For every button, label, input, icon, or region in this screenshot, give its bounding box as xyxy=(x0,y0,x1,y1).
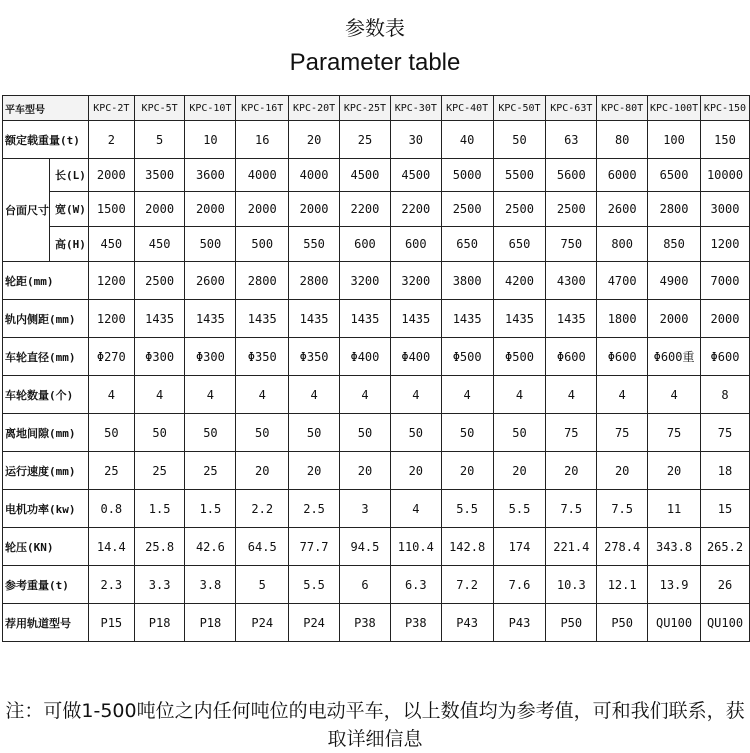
table-size-height-cell: 1200 xyxy=(701,227,750,262)
param-row-cell: 75 xyxy=(701,414,750,452)
param-row-cell: 110.4 xyxy=(390,528,441,566)
table-size-width-cell: 2500 xyxy=(493,192,546,227)
param-row-cell: Φ600 xyxy=(597,338,648,376)
param-row-cell: 1435 xyxy=(493,300,546,338)
param-row-cell: 0.8 xyxy=(88,490,134,528)
table-size-width-cell: 2000 xyxy=(185,192,236,227)
table-size-height-cell: 450 xyxy=(134,227,185,262)
rated-load-cell: 100 xyxy=(648,121,701,159)
table-size-height-cell: 600 xyxy=(340,227,391,262)
param-row-cell: 1200 xyxy=(88,300,134,338)
table-size-width-cell: 3000 xyxy=(701,192,750,227)
param-row-cell: 221.4 xyxy=(546,528,597,566)
param-row-cell: 3200 xyxy=(390,262,441,300)
param-row-cell: 4700 xyxy=(597,262,648,300)
param-row-cell: 8 xyxy=(701,376,750,414)
table-row xyxy=(3,490,750,528)
table-size-length-cell: 3500 xyxy=(134,159,185,192)
row-label: 离地间隙(mm) xyxy=(3,414,89,452)
param-row-cell: 13.9 xyxy=(648,566,701,604)
param-row-cell: 1200 xyxy=(88,262,134,300)
param-row-cell: 20 xyxy=(289,452,340,490)
table-size-height-cell: 500 xyxy=(185,227,236,262)
param-row-cell: 20 xyxy=(340,452,391,490)
param-row-cell: 50 xyxy=(185,414,236,452)
param-row-cell: Φ400 xyxy=(340,338,391,376)
table-size-height-cell: 550 xyxy=(289,227,340,262)
param-row-cell: 64.5 xyxy=(236,528,289,566)
table-size-length-cell: 4500 xyxy=(390,159,441,192)
param-row-cell: 50 xyxy=(134,414,185,452)
param-row-cell: 1800 xyxy=(597,300,648,338)
model-header-cell: KPC-150 xyxy=(701,96,750,121)
param-row-cell: 5 xyxy=(236,566,289,604)
param-row-cell: 20 xyxy=(441,452,493,490)
table-row xyxy=(3,414,750,452)
param-row-cell: 50 xyxy=(390,414,441,452)
param-row-cell: 7.6 xyxy=(493,566,546,604)
param-row-cell: 11 xyxy=(648,490,701,528)
param-row-cell: 77.7 xyxy=(289,528,340,566)
row-label: 轨内侧距(mm) xyxy=(3,300,89,338)
param-row-cell: 7000 xyxy=(701,262,750,300)
param-row-cell: 7.5 xyxy=(546,490,597,528)
param-row-cell: 20 xyxy=(236,452,289,490)
table-size-length-cell: 5600 xyxy=(546,159,597,192)
table-row xyxy=(3,227,750,262)
param-row-cell: 1.5 xyxy=(134,490,185,528)
rated-load-cell: 25 xyxy=(340,121,391,159)
param-row-cell: 4 xyxy=(340,376,391,414)
param-row-cell: Φ600 xyxy=(546,338,597,376)
param-row-cell: 4 xyxy=(236,376,289,414)
rated-load-cell: 2 xyxy=(88,121,134,159)
param-row-cell: 6 xyxy=(340,566,391,604)
param-row-cell: P38 xyxy=(390,604,441,642)
param-row-cell: 1435 xyxy=(340,300,391,338)
param-row-cell: P24 xyxy=(289,604,340,642)
table-size-length-cell: 5000 xyxy=(441,159,493,192)
param-row-cell: 1435 xyxy=(441,300,493,338)
footnote: 注：可做1-500吨位之内任何吨位的电动平车，以上数值均为参考值，可和我们联系，获取详细信息 xyxy=(5,700,745,750)
param-row-cell: 20 xyxy=(597,452,648,490)
param-row-cell: P15 xyxy=(88,604,134,642)
param-row-cell: 2800 xyxy=(236,262,289,300)
param-row-cell: 4 xyxy=(597,376,648,414)
rated-load-cell: 150 xyxy=(701,121,750,159)
row-label: 车轮直径(mm) xyxy=(3,338,89,376)
table-row xyxy=(3,192,750,227)
param-row-cell: 42.6 xyxy=(185,528,236,566)
model-header-cell: KPC-20T xyxy=(289,96,340,121)
table-row xyxy=(3,300,750,338)
table-row xyxy=(3,528,750,566)
row-label: 运行速度(mm) xyxy=(3,452,89,490)
param-row-cell: 2000 xyxy=(648,300,701,338)
param-row-cell: 25.8 xyxy=(134,528,185,566)
param-row-cell: P43 xyxy=(441,604,493,642)
param-row-cell: 3.3 xyxy=(134,566,185,604)
param-row-cell: 4 xyxy=(546,376,597,414)
param-row-cell: 50 xyxy=(441,414,493,452)
param-row-cell: Φ300 xyxy=(134,338,185,376)
model-header-cell: KPC-16T xyxy=(236,96,289,121)
table-size-length-cell: 2000 xyxy=(88,159,134,192)
table-row xyxy=(3,262,750,300)
rated-load-cell: 20 xyxy=(289,121,340,159)
param-row-cell: 3800 xyxy=(441,262,493,300)
param-row-cell: 4200 xyxy=(493,262,546,300)
rated-load-cell: 80 xyxy=(597,121,648,159)
table-size-width-cell: 2000 xyxy=(236,192,289,227)
table-row xyxy=(3,338,750,376)
param-row-cell: 20 xyxy=(390,452,441,490)
table-row xyxy=(3,566,750,604)
param-row-cell: 4 xyxy=(390,376,441,414)
param-row-cell: 4 xyxy=(493,376,546,414)
param-row-cell: 2600 xyxy=(185,262,236,300)
param-row-cell: 142.8 xyxy=(441,528,493,566)
model-header-cell: KPC-63T xyxy=(546,96,597,121)
table-size-length-cell: 4000 xyxy=(236,159,289,192)
param-row-cell: 2800 xyxy=(289,262,340,300)
param-row-cell: 4 xyxy=(648,376,701,414)
row-label-rated-load: 额定载重量(t) xyxy=(3,121,89,159)
param-row-cell: Φ270 xyxy=(88,338,134,376)
param-row-cell: 10.3 xyxy=(546,566,597,604)
param-row-cell: P38 xyxy=(340,604,391,642)
table-row xyxy=(3,452,750,490)
param-row-cell: Φ350 xyxy=(289,338,340,376)
row-label: 轮距(mm) xyxy=(3,262,89,300)
rated-load-cell: 5 xyxy=(134,121,185,159)
param-row-cell: QU100 xyxy=(701,604,750,642)
param-row-cell: 4900 xyxy=(648,262,701,300)
rated-load-cell: 40 xyxy=(441,121,493,159)
param-row-cell: 1435 xyxy=(546,300,597,338)
param-row-cell: P24 xyxy=(236,604,289,642)
table-size-height-cell: 800 xyxy=(597,227,648,262)
table-size-height-cell: 750 xyxy=(546,227,597,262)
param-row-cell: 3200 xyxy=(340,262,391,300)
row-label: 参考重量(t) xyxy=(3,566,89,604)
param-row-cell: 14.4 xyxy=(88,528,134,566)
table-size-length-cell: 6500 xyxy=(648,159,701,192)
table-size-length-cell: 4500 xyxy=(340,159,391,192)
param-row-cell: 1.5 xyxy=(185,490,236,528)
param-row-cell: 50 xyxy=(236,414,289,452)
table-row xyxy=(3,159,750,192)
table-row xyxy=(3,96,750,121)
param-row-cell: 75 xyxy=(597,414,648,452)
rated-load-cell: 63 xyxy=(546,121,597,159)
param-row-cell: Φ400 xyxy=(390,338,441,376)
model-header-cell: KPC-80T xyxy=(597,96,648,121)
param-row-cell: Φ500 xyxy=(441,338,493,376)
table-size-width-cell: 2500 xyxy=(546,192,597,227)
param-row-cell: 5.5 xyxy=(441,490,493,528)
param-row-cell: Φ600重 xyxy=(648,338,701,376)
param-row-cell: 5.5 xyxy=(289,566,340,604)
model-header-cell: KPC-100T xyxy=(648,96,701,121)
param-row-cell: 50 xyxy=(289,414,340,452)
table-size-width-cell: 2800 xyxy=(648,192,701,227)
param-row-cell: 2.2 xyxy=(236,490,289,528)
title-english: Parameter table xyxy=(289,49,461,76)
header-label: 平车型号 xyxy=(3,96,89,121)
param-row-cell: 1435 xyxy=(236,300,289,338)
param-row-cell: 6.3 xyxy=(390,566,441,604)
param-row-cell: 2.3 xyxy=(88,566,134,604)
param-row-cell: 4 xyxy=(134,376,185,414)
param-row-cell: 3 xyxy=(340,490,391,528)
table-size-width-cell: 2200 xyxy=(390,192,441,227)
param-row-cell: 25 xyxy=(88,452,134,490)
param-row-cell: 12.1 xyxy=(597,566,648,604)
rated-load-cell: 16 xyxy=(236,121,289,159)
param-row-cell: 18 xyxy=(701,452,750,490)
table-size-height-cell: 650 xyxy=(493,227,546,262)
sub-label-length: 长(L) xyxy=(50,159,89,192)
param-row-cell: P43 xyxy=(493,604,546,642)
table-size-width-cell: 2000 xyxy=(134,192,185,227)
param-row-cell: 4 xyxy=(390,490,441,528)
param-row-cell: 50 xyxy=(340,414,391,452)
param-row-cell: 75 xyxy=(648,414,701,452)
model-header-cell: KPC-2T xyxy=(88,96,134,121)
param-row-cell: 7.5 xyxy=(597,490,648,528)
param-row-cell: 4 xyxy=(441,376,493,414)
param-row-cell: 2.5 xyxy=(289,490,340,528)
sub-label-width: 宽(W) xyxy=(50,192,89,227)
parameter-table xyxy=(2,95,750,642)
param-row-cell: 20 xyxy=(648,452,701,490)
table-size-length-cell: 4000 xyxy=(289,159,340,192)
param-row-cell: 15 xyxy=(701,490,750,528)
row-label: 车轮数量(个) xyxy=(3,376,89,414)
table-row xyxy=(3,604,750,642)
model-header-cell: KPC-30T xyxy=(390,96,441,121)
param-row-cell: 50 xyxy=(493,414,546,452)
row-label-table-size: 台面尺寸 xyxy=(3,159,50,262)
param-row-cell: 20 xyxy=(493,452,546,490)
param-row-cell: 2500 xyxy=(134,262,185,300)
rated-load-cell: 50 xyxy=(493,121,546,159)
table-size-length-cell: 6000 xyxy=(597,159,648,192)
param-row-cell: 7.2 xyxy=(441,566,493,604)
param-row-cell: 5.5 xyxy=(493,490,546,528)
param-row-cell: 25 xyxy=(185,452,236,490)
param-row-cell: 20 xyxy=(546,452,597,490)
param-row-cell: 25 xyxy=(134,452,185,490)
param-row-cell: Φ350 xyxy=(236,338,289,376)
table-size-height-cell: 500 xyxy=(236,227,289,262)
param-row-cell: P50 xyxy=(597,604,648,642)
sub-label-height: 高(H) xyxy=(50,227,89,262)
model-header-cell: KPC-5T xyxy=(134,96,185,121)
param-row-cell: 4 xyxy=(289,376,340,414)
model-header-cell: KPC-50T xyxy=(493,96,546,121)
table-size-width-cell: 2500 xyxy=(441,192,493,227)
param-row-cell: 75 xyxy=(546,414,597,452)
model-header-cell: KPC-10T xyxy=(185,96,236,121)
param-row-cell: 1435 xyxy=(185,300,236,338)
table-size-length-cell: 5500 xyxy=(493,159,546,192)
table-size-height-cell: 600 xyxy=(390,227,441,262)
param-row-cell: 174 xyxy=(493,528,546,566)
table-size-width-cell: 2200 xyxy=(340,192,391,227)
table-size-length-cell: 10000 xyxy=(701,159,750,192)
param-row-cell: 1435 xyxy=(390,300,441,338)
model-header-cell: KPC-25T xyxy=(340,96,391,121)
row-label: 轮压(KN) xyxy=(3,528,89,566)
model-header-cell: KPC-40T xyxy=(441,96,493,121)
param-row-cell: 1435 xyxy=(289,300,340,338)
row-label: 荐用轨道型号 xyxy=(3,604,89,642)
param-row-cell: 4 xyxy=(185,376,236,414)
rated-load-cell: 30 xyxy=(390,121,441,159)
table-size-width-cell: 2000 xyxy=(289,192,340,227)
param-row-cell: 265.2 xyxy=(701,528,750,566)
param-row-cell: QU100 xyxy=(648,604,701,642)
table-size-length-cell: 3600 xyxy=(185,159,236,192)
param-row-cell: 4 xyxy=(88,376,134,414)
param-row-cell: Φ600 xyxy=(701,338,750,376)
param-row-cell: 50 xyxy=(88,414,134,452)
param-row-cell: 94.5 xyxy=(340,528,391,566)
param-row-cell: 1435 xyxy=(134,300,185,338)
table-row xyxy=(3,376,750,414)
table-size-height-cell: 650 xyxy=(441,227,493,262)
table-size-height-cell: 450 xyxy=(88,227,134,262)
param-row-cell: 4300 xyxy=(546,262,597,300)
param-row-cell: 343.8 xyxy=(648,528,701,566)
param-row-cell: 26 xyxy=(701,566,750,604)
param-row-cell: 2000 xyxy=(701,300,750,338)
param-row-cell: P50 xyxy=(546,604,597,642)
table-size-width-cell: 1500 xyxy=(88,192,134,227)
param-row-cell: 3.8 xyxy=(185,566,236,604)
table-size-height-cell: 850 xyxy=(648,227,701,262)
param-row-cell: P18 xyxy=(185,604,236,642)
param-row-cell: Φ300 xyxy=(185,338,236,376)
param-row-cell: P18 xyxy=(134,604,185,642)
row-label: 电机功率(kw) xyxy=(3,490,89,528)
rated-load-cell: 10 xyxy=(185,121,236,159)
title-chinese: 参数表 xyxy=(345,16,405,40)
table-row xyxy=(3,121,750,159)
param-row-cell: Φ500 xyxy=(493,338,546,376)
param-row-cell: 278.4 xyxy=(597,528,648,566)
table-size-width-cell: 2600 xyxy=(597,192,648,227)
